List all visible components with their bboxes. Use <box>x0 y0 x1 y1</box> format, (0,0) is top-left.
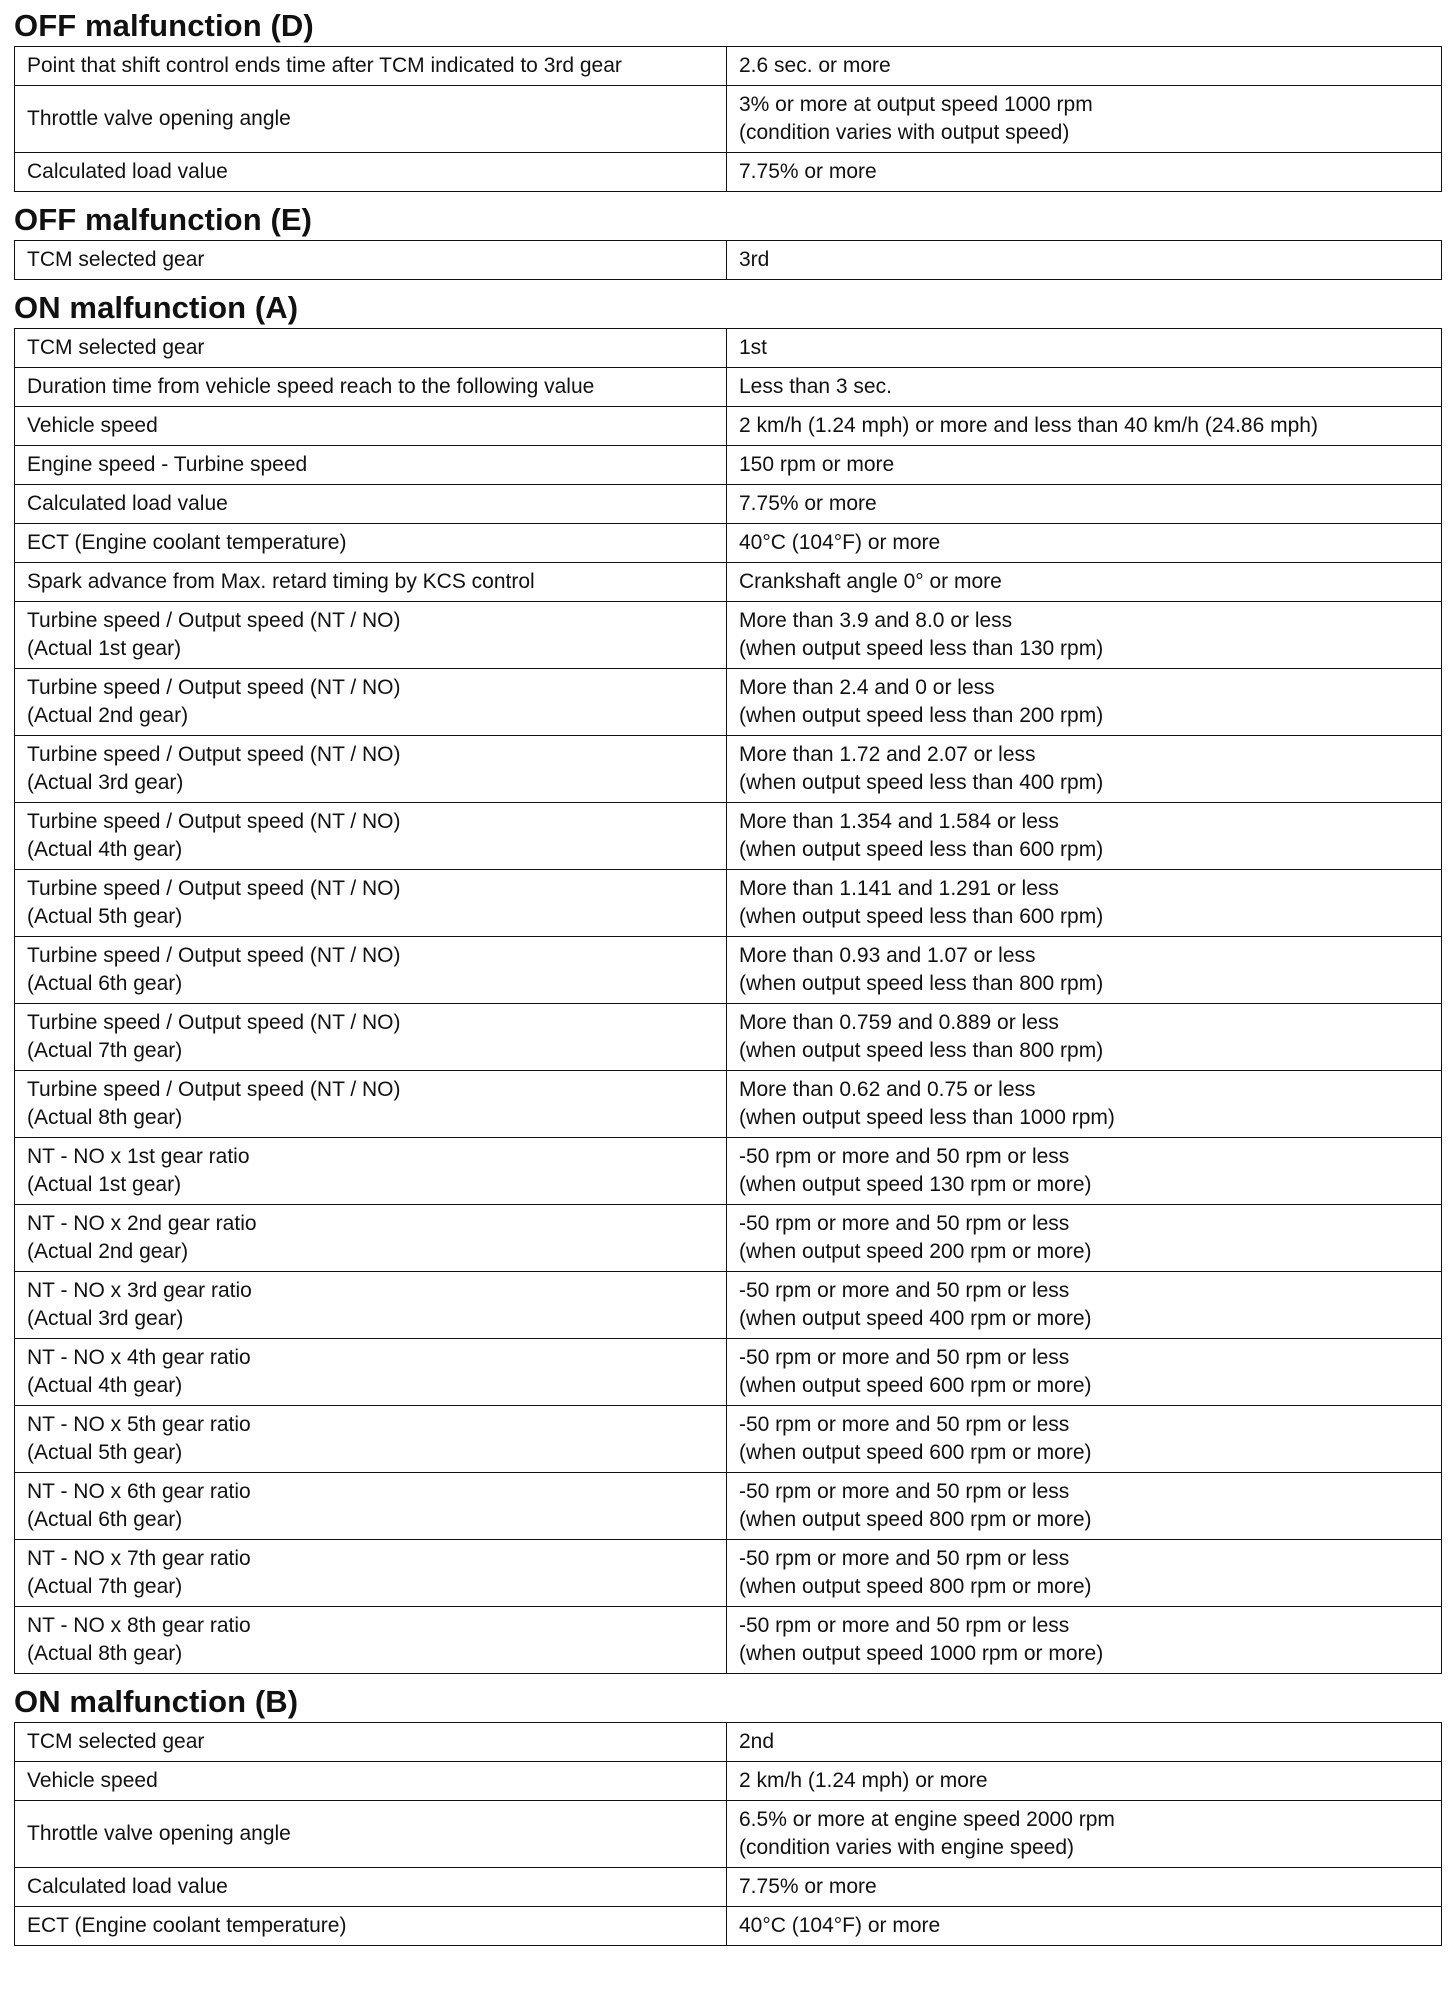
table-row <box>15 86 1442 153</box>
condition-value: More than 0.62 and 0.75 or less (when output speed less than 1000 rpm) <box>727 1071 1442 1138</box>
condition-value: 40°C (104°F) or more <box>727 524 1442 563</box>
section-title: ON malfunction (B) <box>14 1684 299 1719</box>
section <box>14 6 1442 192</box>
table-row <box>15 485 1442 524</box>
condition-value: -50 rpm or more and 50 rpm or less (when output speed 600 rpm or more) <box>727 1406 1442 1473</box>
condition-value: 2nd <box>727 1723 1442 1762</box>
condition-label: NT - NO x 4th gear ratio (Actual 4th gear) <box>15 1339 727 1406</box>
condition-value: 3rd <box>727 241 1442 280</box>
condition-label: NT - NO x 8th gear ratio (Actual 8th gear) <box>15 1607 727 1674</box>
table-row <box>15 1762 1442 1801</box>
section <box>14 288 1442 1674</box>
condition-value: 40°C (104°F) or more <box>727 1907 1442 1946</box>
table-row <box>15 1138 1442 1205</box>
table-row <box>15 153 1442 192</box>
table-row <box>15 669 1442 736</box>
condition-label: Engine speed - Turbine speed <box>15 446 727 485</box>
condition-label: Point that shift control ends time after TCM indicated to 3rd gear <box>15 47 727 86</box>
condition-value: -50 rpm or more and 50 rpm or less (when output speed 200 rpm or more) <box>727 1205 1442 1272</box>
table-row <box>15 1339 1442 1406</box>
condition-value: More than 1.354 and 1.584 or less (when output speed less than 600 rpm) <box>727 803 1442 870</box>
condition-value: -50 rpm or more and 50 rpm or less (when output speed 130 rpm or more) <box>727 1138 1442 1205</box>
table-row <box>15 602 1442 669</box>
condition-label: TCM selected gear <box>15 241 727 280</box>
table-row <box>15 329 1442 368</box>
condition-label: Turbine speed / Output speed (NT / NO) (Actual 7th gear) <box>15 1004 727 1071</box>
condition-value: -50 rpm or more and 50 rpm or less (when output speed 800 rpm or more) <box>727 1540 1442 1607</box>
table-row <box>15 1406 1442 1473</box>
condition-value: -50 rpm or more and 50 rpm or less (when output speed 600 rpm or more) <box>727 1339 1442 1406</box>
condition-label: Throttle valve opening angle <box>15 1801 727 1868</box>
condition-label: NT - NO x 6th gear ratio (Actual 6th gear) <box>15 1473 727 1540</box>
condition-label: Vehicle speed <box>15 407 727 446</box>
table-row <box>15 803 1442 870</box>
table-row <box>15 1473 1442 1540</box>
table-row <box>15 1607 1442 1674</box>
condition-label: NT - NO x 3rd gear ratio (Actual 3rd gear) <box>15 1272 727 1339</box>
condition-value: More than 0.759 and 0.889 or less (when output speed less than 800 rpm) <box>727 1004 1442 1071</box>
table-row <box>15 1205 1442 1272</box>
table-row <box>15 407 1442 446</box>
condition-value: 6.5% or more at engine speed 2000 rpm (condition varies with engine speed) <box>727 1801 1442 1868</box>
condition-value: Crankshaft angle 0° or more <box>727 563 1442 602</box>
condition-label: Spark advance from Max. retard timing by KCS control <box>15 563 727 602</box>
condition-label: NT - NO x 7th gear ratio (Actual 7th gear) <box>15 1540 727 1607</box>
condition-value: More than 3.9 and 8.0 or less (when output speed less than 130 rpm) <box>727 602 1442 669</box>
condition-value: 150 rpm or more <box>727 446 1442 485</box>
condition-label: Turbine speed / Output speed (NT / NO) (Actual 4th gear) <box>15 803 727 870</box>
condition-label: Calculated load value <box>15 1868 727 1907</box>
condition-value: More than 0.93 and 1.07 or less (when output speed less than 800 rpm) <box>727 937 1442 1004</box>
condition-table <box>14 46 1442 192</box>
section-title: OFF malfunction (E) <box>14 202 313 237</box>
table-row <box>15 1071 1442 1138</box>
condition-value: 1st <box>727 329 1442 368</box>
condition-value: 2 km/h (1.24 mph) or more <box>727 1762 1442 1801</box>
section-title: ON malfunction (A) <box>14 290 299 325</box>
condition-label: Turbine speed / Output speed (NT / NO) (Actual 5th gear) <box>15 870 727 937</box>
condition-label: Turbine speed / Output speed (NT / NO) (Actual 3rd gear) <box>15 736 727 803</box>
condition-value: 3% or more at output speed 1000 rpm (condition varies with output speed) <box>727 86 1442 153</box>
condition-label: Throttle valve opening angle <box>15 86 727 153</box>
table-row <box>15 1868 1442 1907</box>
condition-label: Turbine speed / Output speed (NT / NO) (Actual 2nd gear) <box>15 669 727 736</box>
table-row <box>15 446 1442 485</box>
table-row <box>15 563 1442 602</box>
table-row <box>15 1723 1442 1762</box>
condition-label: Turbine speed / Output speed (NT / NO) (Actual 1st gear) <box>15 602 727 669</box>
condition-label: Calculated load value <box>15 153 727 192</box>
condition-value: More than 1.141 and 1.291 or less (when output speed less than 600 rpm) <box>727 870 1442 937</box>
condition-label: NT - NO x 2nd gear ratio (Actual 2nd gear) <box>15 1205 727 1272</box>
table-row <box>15 1907 1442 1946</box>
table-row <box>15 870 1442 937</box>
condition-table <box>14 1722 1442 1946</box>
condition-label: Calculated load value <box>15 485 727 524</box>
condition-value: -50 rpm or more and 50 rpm or less (when output speed 800 rpm or more) <box>727 1473 1442 1540</box>
section-title: OFF malfunction (D) <box>14 8 314 43</box>
condition-value: 7.75% or more <box>727 485 1442 524</box>
condition-value: Less than 3 sec. <box>727 368 1442 407</box>
condition-label: Vehicle speed <box>15 1762 727 1801</box>
condition-label: Duration time from vehicle speed reach to the following value <box>15 368 727 407</box>
table-row <box>15 1801 1442 1868</box>
condition-label: Turbine speed / Output speed (NT / NO) (Actual 6th gear) <box>15 937 727 1004</box>
condition-value: 2 km/h (1.24 mph) or more and less than 40 km/h (24.86 mph) <box>727 407 1442 446</box>
condition-value: -50 rpm or more and 50 rpm or less (when output speed 400 rpm or more) <box>727 1272 1442 1339</box>
table-row <box>15 241 1442 280</box>
condition-label: NT - NO x 5th gear ratio (Actual 5th gear) <box>15 1406 727 1473</box>
condition-table <box>14 240 1442 280</box>
condition-label: ECT (Engine coolant temperature) <box>15 524 727 563</box>
condition-value: 2.6 sec. or more <box>727 47 1442 86</box>
table-row <box>15 368 1442 407</box>
condition-value: More than 1.72 and 2.07 or less (when output speed less than 400 rpm) <box>727 736 1442 803</box>
condition-label: NT - NO x 1st gear ratio (Actual 1st gear) <box>15 1138 727 1205</box>
condition-label: TCM selected gear <box>15 329 727 368</box>
condition-value: -50 rpm or more and 50 rpm or less (when output speed 1000 rpm or more) <box>727 1607 1442 1674</box>
condition-value: 7.75% or more <box>727 1868 1442 1907</box>
table-row <box>15 937 1442 1004</box>
table-row <box>15 1272 1442 1339</box>
condition-value: 7.75% or more <box>727 153 1442 192</box>
section <box>14 200 1442 280</box>
table-row <box>15 1004 1442 1071</box>
condition-label: ECT (Engine coolant temperature) <box>15 1907 727 1946</box>
condition-label: Turbine speed / Output speed (NT / NO) (Actual 8th gear) <box>15 1071 727 1138</box>
table-row <box>15 47 1442 86</box>
condition-label: TCM selected gear <box>15 1723 727 1762</box>
condition-value: More than 2.4 and 0 or less (when output speed less than 200 rpm) <box>727 669 1442 736</box>
condition-table <box>14 328 1442 1674</box>
table-row <box>15 736 1442 803</box>
section <box>14 1682 1442 1946</box>
table-row <box>15 524 1442 563</box>
table-row <box>15 1540 1442 1607</box>
